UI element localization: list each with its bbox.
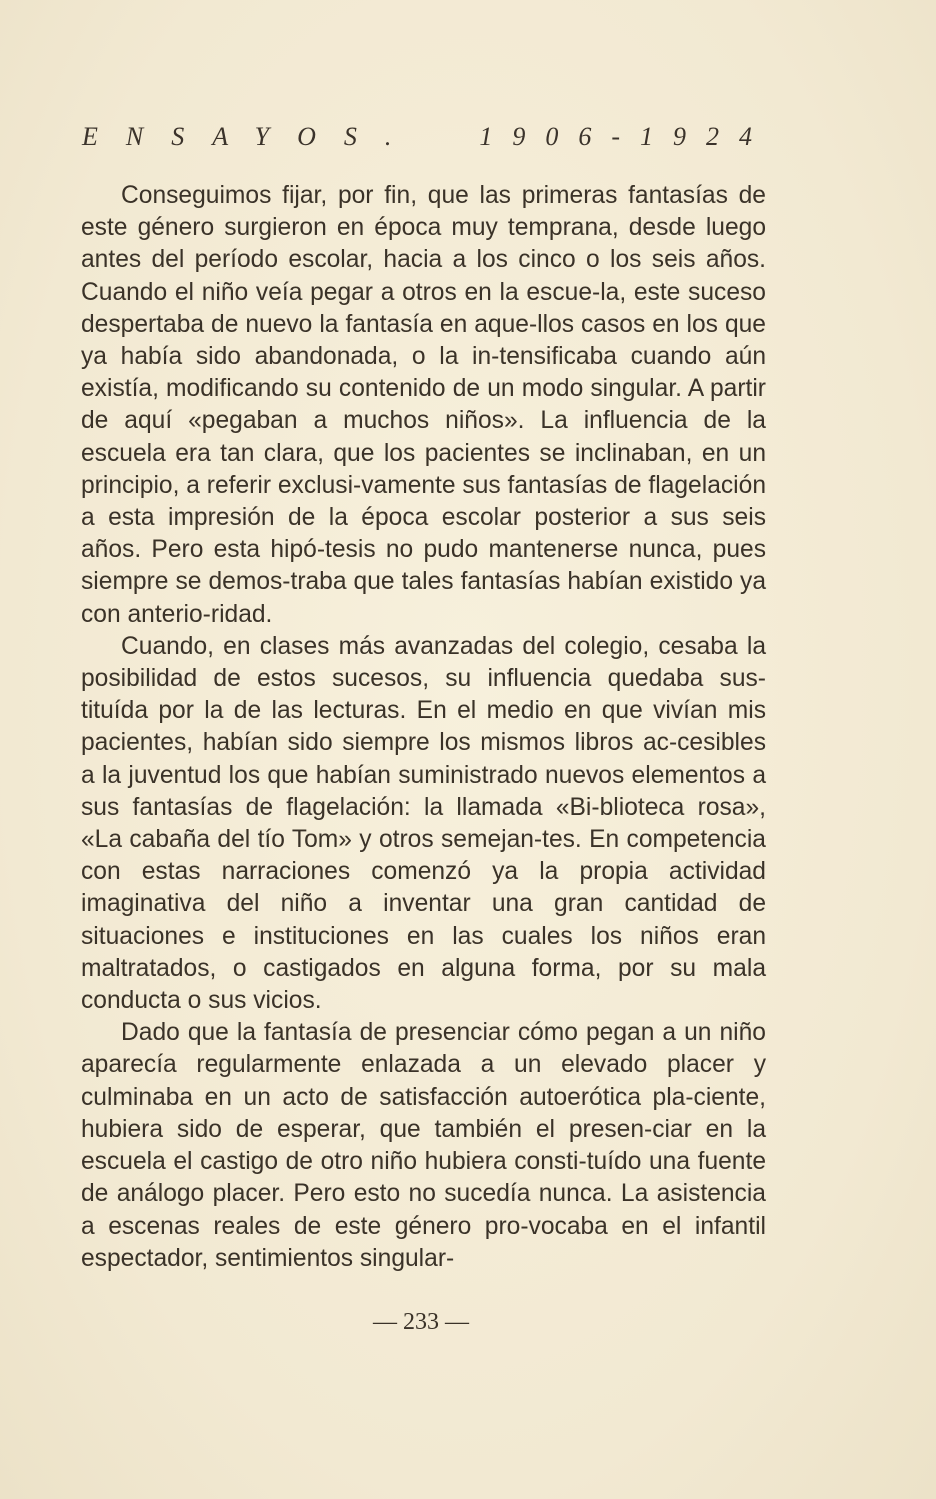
paragraph: Conseguimos fijar, por fin, que las primeras fantasías de este género surgieron en época muy temprana, desde luego antes del período escolar, hacia a los cinco o los seis años. Cuando el niño veía pegar a otros en la escue-la, este suceso despertaba de nuevo la fantasía en aque-llos casos en los que ya había sido abandonada, o la in-tensificaba cuando aún existía, modificando su contenido de un modo singular. A partir de aquí «pegaban a muchos niños». La influencia de la escuela era tan clara, que los pacientes se inclinaban, en un principio, a referir exclusi-vamente sus fantasías de flagelación a esta impresión de la época escolar posterior a sus seis años. Pero esta hipó-tesis no pudo mantenerse nunca, pues siempre se demos-traba que tales fantasías habían existido ya con anterio-ridad. [81,182,766,628]
body-text [81,180,766,1275]
running-header-title: ENSAYOS. [82,122,420,151]
paragraph: Cuando, en clases más avanzadas del colegio, cesaba la posibilidad de estos sucesos, su influencia quedaba sus-tituída por la de las lecturas. En el medio en que vivían mis pacientes, habían sido siempre los mismos libros ac-cesibles a la juventud los que habían suministrado nuevos elementos a sus fantasías de flagelación: la llamada «Bi-blioteca rosa», «La cabaña del tío Tom» y otros semejan-tes. En competencia con estas narraciones comenzó ya la propia actividad imaginativa del niño a inventar una gran cantidad de situaciones e instituciones en las cuales los niños eran maltratados, o castigados en alguna forma, por su mala conducta o sus vicios. [81,632,766,1015]
page-number: — 233 — [373,1309,469,1335]
running-header [82,122,772,162]
running-header-years: 1906-1924 [479,122,772,151]
paragraph: Dado que la fantasía de presenciar cómo pegan a un niño aparecía regularmente enlazada a un elevado placer y culminaba en un acto de satisfacción autoerótica pla-ciente, hubiera sido de esperar, que también el presen-ciar en la escuela el castigo de otro niño hubiera consti-tuído una fuente de análogo placer. Pero esto no sucedía nunca. La asistencia a escenas reales de este género pro-vocaba en el infantil espectador, sentimientos singular- [81,1019,766,1272]
